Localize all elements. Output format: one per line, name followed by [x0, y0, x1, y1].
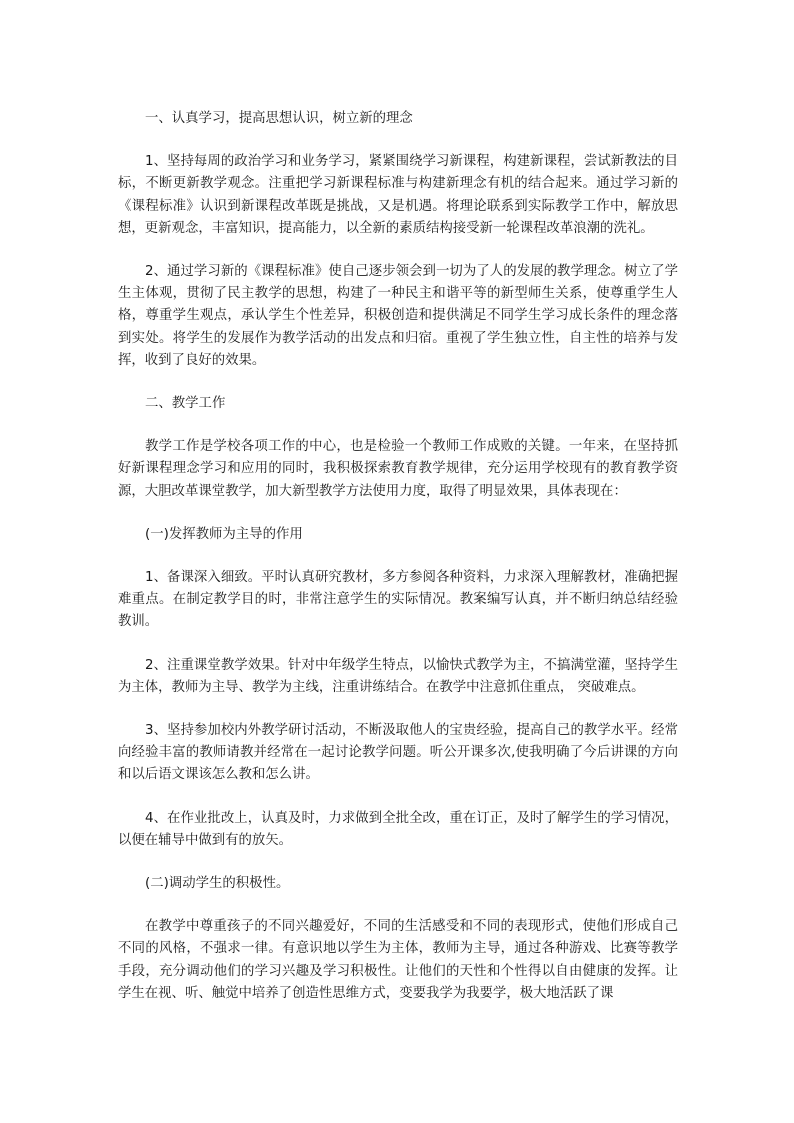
section-heading: 一、认真学习，提高思想认识，树立新的理念 [145, 111, 413, 126]
paragraph: 在教学中尊重孩子的不同兴趣爱好，不同的生活感受和不同的表现形式，使他们形成自己不同的风格，不强求一律。有意识地以学生为主体，教师为主导，通过各种游戏、比赛等教学手段，充分调动他们的学习兴趣及学习积极性。让他们的天性和个性得以自由健康的发挥。让学生在视、听、触觉中培养了创造性思维方式，变要我学为我要学，极大地活跃了课 [118, 919, 678, 1001]
document-body [118, 108, 678, 1026]
subsection-heading: (二)调动学生的积极性。 [145, 876, 290, 892]
paragraph: 3、坚持参加校内外教学研讨活动，不断汲取他人的宝贵经验，提高自己的教学水平。经常向经验丰富的教师请教并经常在一起讨论教学问题。听公开课多次,使我明确了今后讲课的方向和以后语文课该怎么教和怎么讲。 [118, 723, 678, 783]
section-heading: 二、教学工作 [145, 396, 226, 412]
paragraph: 教学工作是学校各项工作的中心，也是检验一个教师工作成败的关键。一年来，在坚持抓好新课程理念学习和应用的同时，我积极探索教育教学规律，充分运用学校现有的教育教学资源，大胆改革课堂教学，加大新型教学方法使用力度，取得了明显效果，具体表现在： [118, 439, 678, 499]
subsection-heading: (一)发挥教师为主导的作用 [145, 526, 303, 542]
paragraph: 4、在作业批改上，认真及时，力求做到全批全改，重在订正，及时了解学生的学习情况，以便在辅导中做到有的放矢。 [118, 810, 678, 848]
paragraph: 2、注重课堂教学效果。针对中年级学生特点，以愉快式教学为主，不搞满堂灌，坚持学生为主体，教师为主导、教学为主线，注重讲练结合。在教学中注意抓住重点， 突破难点。 [118, 657, 678, 695]
paragraph: 2、通过学习新的《课程标准》使自己逐步领会到一切为了人的发展的教学理念。树立了学生主体观，贯彻了民主教学的思想，构建了一种民主和谐平等的新型师生关系，使尊重学生人格，尊重学生观点，承认学生个性差异，积极创造和提供满足不同学生学习成长条件的理念落到实处。将学生的发展作为教学活动的出发点和归宿。重视了学生独立性，自主性的培养与发挥，收到了良好的效果。 [118, 264, 678, 368]
paragraph: 1、坚持每周的政治学习和业务学习，紧紧围绕学习新课程，构建新课程，尝试新教法的目标，不断更新教学观念。注重把学习新课程标准与构建新理念有机的结合起来。通过学习新的《课程标准》认识到新课程改革既是挑战，又是机遇。将理论联系到实际教学工作中，解放思想，更新观念，丰富知识，提高能力，以全新的素质结构接受新一轮课程改革浪潮的洗礼。 [118, 154, 678, 236]
paragraph: 1、备课深入细致。平时认真研究教材，多方参阅各种资料，力求深入理解教材，准确把握难重点。在制定教学目的时，非常注意学生的实际情况。教案编写认真，并不断归纳总结经验教训。 [118, 570, 678, 630]
